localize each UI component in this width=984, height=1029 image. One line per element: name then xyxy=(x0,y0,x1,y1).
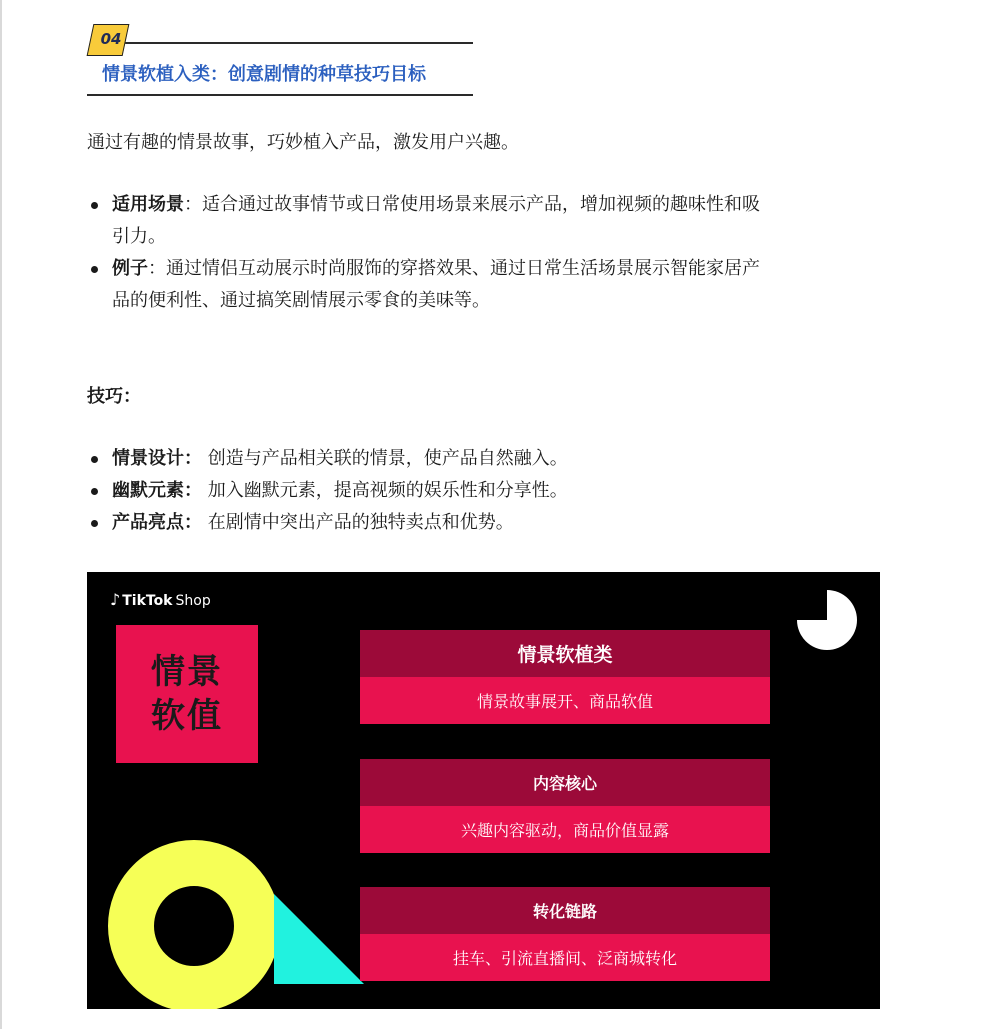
card-title: 情景软植类 xyxy=(360,630,770,677)
bullet-text-continued: 品的便利性、通过搞笑剧情展示零食的美味等。 xyxy=(112,290,490,311)
logo-brand: TikTok xyxy=(122,593,173,609)
section-title: 情景软植入类：创意剧情的种草技巧目标 xyxy=(102,64,426,85)
info-card xyxy=(360,630,770,724)
bullet-text-continued: 引力。 xyxy=(112,226,166,247)
title-block-line-2: 软值 xyxy=(151,696,223,736)
logo-suffix: Shop xyxy=(175,593,211,609)
list-item xyxy=(87,253,877,317)
overview-list xyxy=(87,189,877,317)
bullet-label: 幽默元素： xyxy=(112,480,202,501)
list-item xyxy=(87,475,877,507)
header-top-rule xyxy=(121,42,473,44)
section-header xyxy=(87,22,473,98)
cyan-triangle-shape xyxy=(274,894,364,984)
card-title: 转化链路 xyxy=(360,887,770,934)
title-block xyxy=(116,625,258,763)
info-card xyxy=(360,887,770,981)
bullet-text: ：通过情侣互动展示时尚服饰的穿搭效果、通过日常生活场景展示智能家居产 xyxy=(148,258,760,279)
bullet-text: ：适合通过故事情节或日常使用场景来展示产品，增加视频的趣味性和吸 xyxy=(184,194,760,215)
info-card xyxy=(360,759,770,853)
list-item xyxy=(87,443,877,475)
bullet-icon xyxy=(91,202,98,209)
bullet-icon xyxy=(91,520,98,527)
bullet-icon xyxy=(91,488,98,495)
pie-shape-icon xyxy=(797,590,857,650)
skills-heading: 技巧： xyxy=(87,386,141,407)
list-item xyxy=(87,189,877,253)
bullet-label: 适用场景 xyxy=(112,194,184,215)
header-bottom-rule xyxy=(87,94,473,96)
card-body: 挂车、引流直播间、泛商城转化 xyxy=(360,934,770,981)
section-number: 04 xyxy=(100,30,122,48)
intro-paragraph: 通过有趣的情景故事，巧妙植入产品，激发用户兴趣。 xyxy=(87,132,519,153)
bullet-label: 情景设计： xyxy=(112,448,202,469)
banner-image xyxy=(87,572,880,1009)
bullet-icon xyxy=(91,266,98,273)
bullet-text: 加入幽默元素，提高视频的娱乐性和分享性。 xyxy=(202,480,568,501)
skills-list xyxy=(87,443,877,539)
card-body: 情景故事展开、商品软值 xyxy=(360,677,770,724)
bullet-icon xyxy=(91,456,98,463)
page-edge xyxy=(0,0,2,1029)
tiktok-shop-logo xyxy=(110,590,211,609)
bullet-label: 产品亮点： xyxy=(112,512,202,533)
bullet-label: 例子 xyxy=(112,258,148,279)
card-body: 兴趣内容驱动，商品价值显露 xyxy=(360,806,770,853)
yellow-ring-shape xyxy=(108,840,280,1009)
bullet-text: 在剧情中突出产品的独特卖点和优势。 xyxy=(202,512,514,533)
tiktok-note-icon: ♪ xyxy=(110,590,121,609)
card-title: 内容核心 xyxy=(360,759,770,806)
bullet-text: 创造与产品相关联的情景，使产品自然融入。 xyxy=(202,448,568,469)
title-block-line-1: 情景 xyxy=(151,652,223,692)
list-item xyxy=(87,507,877,539)
